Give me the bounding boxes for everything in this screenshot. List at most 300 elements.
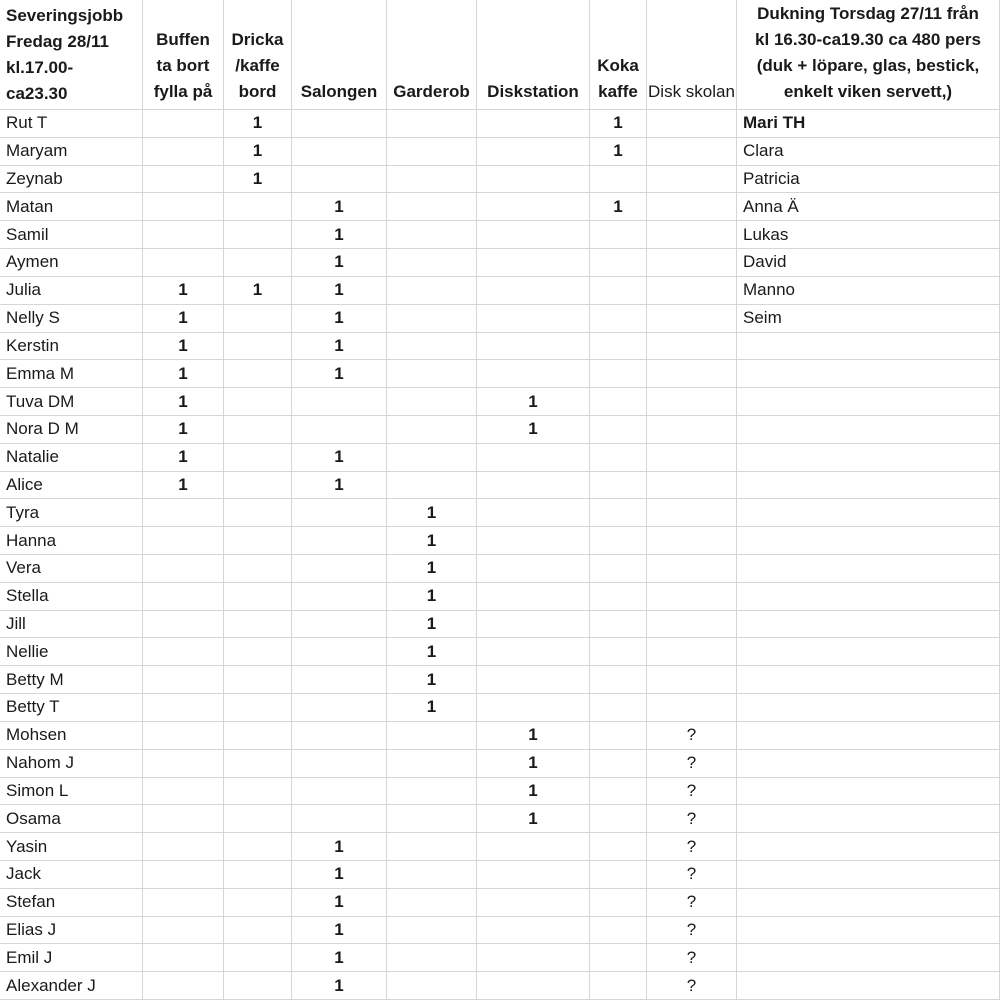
cell-diskstation[interactable] [477, 138, 590, 166]
cell-garderob[interactable] [387, 110, 477, 138]
cell-dricka[interactable] [224, 333, 292, 361]
cell-dukning[interactable]: Clara [737, 138, 1000, 166]
cell-dukning[interactable] [737, 638, 1000, 666]
cell-disk-skolan[interactable]: ? [647, 861, 737, 889]
cell-garderob[interactable] [387, 944, 477, 972]
cell-koka-kaffe[interactable] [590, 694, 647, 722]
cell-buffen[interactable] [143, 666, 224, 694]
cell-name[interactable]: Nelly S [0, 305, 143, 333]
cell-dukning[interactable] [737, 972, 1000, 1000]
cell-garderob[interactable]: 1 [387, 583, 477, 611]
header-col-diskstation[interactable]: Diskstation [477, 0, 590, 110]
cell-disk-skolan[interactable] [647, 555, 737, 583]
cell-diskstation[interactable] [477, 944, 590, 972]
cell-salongen[interactable] [292, 499, 387, 527]
cell-koka-kaffe[interactable] [590, 277, 647, 305]
cell-salongen[interactable]: 1 [292, 360, 387, 388]
cell-koka-kaffe[interactable] [590, 833, 647, 861]
cell-buffen[interactable]: 1 [143, 416, 224, 444]
cell-disk-skolan[interactable] [647, 694, 737, 722]
cell-dricka[interactable] [224, 694, 292, 722]
cell-disk-skolan[interactable] [647, 611, 737, 639]
cell-diskstation[interactable] [477, 277, 590, 305]
cell-salongen[interactable]: 1 [292, 944, 387, 972]
cell-buffen[interactable]: 1 [143, 360, 224, 388]
cell-salongen[interactable] [292, 722, 387, 750]
cell-name[interactable]: Emil J [0, 944, 143, 972]
cell-garderob[interactable]: 1 [387, 638, 477, 666]
cell-koka-kaffe[interactable] [590, 611, 647, 639]
cell-koka-kaffe[interactable]: 1 [590, 110, 647, 138]
header-col-dukning[interactable]: Dukning Torsdag 27/11 från kl 16.30-ca19.30 ca 480 pers (duk + löpare, glas, bestick, enkelt viken servett,) [737, 0, 1000, 110]
cell-name[interactable]: Elias J [0, 917, 143, 945]
cell-dricka[interactable] [224, 944, 292, 972]
cell-salongen[interactable]: 1 [292, 972, 387, 1000]
table-row [0, 138, 1000, 166]
cell-salongen[interactable]: 1 [292, 277, 387, 305]
cell-diskstation[interactable] [477, 861, 590, 889]
cell-disk-skolan[interactable] [647, 305, 737, 333]
cell-salongen[interactable]: 1 [292, 889, 387, 917]
cell-name[interactable]: Vera [0, 555, 143, 583]
cell-dukning[interactable] [737, 527, 1000, 555]
cell-salongen[interactable]: 1 [292, 444, 387, 472]
cell-disk-skolan[interactable]: ? [647, 833, 737, 861]
cell-dukning[interactable]: Lukas [737, 221, 1000, 249]
cell-garderob[interactable] [387, 722, 477, 750]
cell-buffen[interactable] [143, 583, 224, 611]
cell-name[interactable]: Samil [0, 221, 143, 249]
cell-diskstation[interactable] [477, 499, 590, 527]
cell-diskstation[interactable] [477, 305, 590, 333]
cell-name[interactable]: Jill [0, 611, 143, 639]
cell-diskstation[interactable] [477, 889, 590, 917]
cell-garderob[interactable] [387, 805, 477, 833]
cell-dukning[interactable] [737, 833, 1000, 861]
cell-dukning[interactable]: Seim [737, 305, 1000, 333]
header-col-koka-kaffe[interactable]: Koka kaffe [590, 0, 647, 110]
cell-koka-kaffe[interactable] [590, 249, 647, 277]
cell-name[interactable]: Maryam [0, 138, 143, 166]
cell-dukning[interactable] [737, 416, 1000, 444]
cell-salongen[interactable] [292, 416, 387, 444]
cell-buffen[interactable] [143, 805, 224, 833]
cell-dukning[interactable]: Mari TH [737, 110, 1000, 138]
cell-dricka[interactable] [224, 611, 292, 639]
cell-dricka[interactable] [224, 778, 292, 806]
cell-diskstation[interactable] [477, 249, 590, 277]
cell-dricka[interactable] [224, 472, 292, 500]
cell-name[interactable]: Natalie [0, 444, 143, 472]
cell-garderob[interactable]: 1 [387, 499, 477, 527]
cell-garderob[interactable] [387, 750, 477, 778]
cell-garderob[interactable]: 1 [387, 666, 477, 694]
cell-disk-skolan[interactable]: ? [647, 889, 737, 917]
cell-dukning[interactable] [737, 805, 1000, 833]
cell-garderob[interactable] [387, 166, 477, 194]
header-shift-title[interactable]: Severingsjobb Fredag 28/11 kl.17.00- ca23.30 [0, 0, 143, 110]
cell-koka-kaffe[interactable] [590, 889, 647, 917]
cell-diskstation[interactable] [477, 638, 590, 666]
cell-dukning[interactable] [737, 360, 1000, 388]
cell-diskstation[interactable] [477, 360, 590, 388]
cell-name[interactable]: Tyra [0, 499, 143, 527]
cell-koka-kaffe[interactable] [590, 333, 647, 361]
cell-diskstation[interactable] [477, 555, 590, 583]
cell-dukning[interactable] [737, 944, 1000, 972]
cell-name[interactable]: Jack [0, 861, 143, 889]
cell-garderob[interactable] [387, 277, 477, 305]
cell-diskstation[interactable] [477, 694, 590, 722]
cell-koka-kaffe[interactable] [590, 416, 647, 444]
cell-garderob[interactable] [387, 444, 477, 472]
cell-name[interactable]: Zeynab [0, 166, 143, 194]
cell-dricka[interactable] [224, 193, 292, 221]
cell-disk-skolan[interactable] [647, 416, 737, 444]
cell-garderob[interactable] [387, 472, 477, 500]
cell-name[interactable]: Tuva DM [0, 388, 143, 416]
cell-garderob[interactable] [387, 249, 477, 277]
cell-disk-skolan[interactable] [647, 444, 737, 472]
cell-diskstation[interactable] [477, 583, 590, 611]
table-row [0, 833, 1000, 861]
cell-diskstation[interactable]: 1 [477, 388, 590, 416]
cell-dricka[interactable] [224, 527, 292, 555]
cell-buffen[interactable]: 1 [143, 388, 224, 416]
cell-disk-skolan[interactable] [647, 333, 737, 361]
cell-name[interactable]: Alexander J [0, 972, 143, 1000]
cell-name[interactable]: Emma M [0, 360, 143, 388]
header-col-salongen[interactable]: Salongen [292, 0, 387, 110]
header-col-buffen[interactable]: Buffen ta bort fylla på [143, 0, 224, 110]
cell-dukning[interactable] [737, 583, 1000, 611]
cell-salongen[interactable]: 1 [292, 305, 387, 333]
cell-dricka[interactable] [224, 833, 292, 861]
cell-disk-skolan[interactable] [647, 277, 737, 305]
cell-dukning[interactable] [737, 694, 1000, 722]
cell-buffen[interactable] [143, 611, 224, 639]
cell-disk-skolan[interactable] [647, 138, 737, 166]
cell-buffen[interactable] [143, 527, 224, 555]
cell-koka-kaffe[interactable] [590, 583, 647, 611]
cell-dricka[interactable] [224, 638, 292, 666]
cell-diskstation[interactable]: 1 [477, 722, 590, 750]
cell-disk-skolan[interactable]: ? [647, 805, 737, 833]
cell-koka-kaffe[interactable] [590, 555, 647, 583]
cell-koka-kaffe[interactable] [590, 861, 647, 889]
cell-dricka[interactable] [224, 360, 292, 388]
cell-dricka[interactable] [224, 666, 292, 694]
cell-salongen[interactable]: 1 [292, 249, 387, 277]
cell-diskstation[interactable] [477, 917, 590, 945]
cell-disk-skolan[interactable]: ? [647, 722, 737, 750]
cell-diskstation[interactable]: 1 [477, 416, 590, 444]
cell-garderob[interactable] [387, 305, 477, 333]
cell-dricka[interactable] [224, 861, 292, 889]
cell-disk-skolan[interactable]: ? [647, 944, 737, 972]
cell-salongen[interactable] [292, 694, 387, 722]
cell-garderob[interactable] [387, 333, 477, 361]
cell-dricka[interactable] [224, 388, 292, 416]
cell-salongen[interactable] [292, 527, 387, 555]
cell-koka-kaffe[interactable] [590, 972, 647, 1000]
cell-salongen[interactable]: 1 [292, 221, 387, 249]
cell-dricka[interactable] [224, 917, 292, 945]
cell-dricka[interactable] [224, 416, 292, 444]
cell-koka-kaffe[interactable] [590, 666, 647, 694]
cell-buffen[interactable] [143, 694, 224, 722]
cell-diskstation[interactable]: 1 [477, 750, 590, 778]
cell-name[interactable]: Mohsen [0, 722, 143, 750]
cell-disk-skolan[interactable] [647, 472, 737, 500]
cell-salongen[interactable]: 1 [292, 861, 387, 889]
cell-diskstation[interactable] [477, 193, 590, 221]
cell-salongen[interactable] [292, 666, 387, 694]
cell-buffen[interactable] [143, 110, 224, 138]
cell-salongen[interactable] [292, 388, 387, 416]
cell-diskstation[interactable] [477, 527, 590, 555]
cell-salongen[interactable] [292, 750, 387, 778]
cell-koka-kaffe[interactable]: 1 [590, 138, 647, 166]
cell-koka-kaffe[interactable] [590, 527, 647, 555]
cell-salongen[interactable]: 1 [292, 917, 387, 945]
cell-garderob[interactable] [387, 889, 477, 917]
cell-name[interactable]: Kerstin [0, 333, 143, 361]
cell-diskstation[interactable] [477, 972, 590, 1000]
cell-dricka[interactable] [224, 972, 292, 1000]
cell-garderob[interactable] [387, 917, 477, 945]
cell-salongen[interactable] [292, 166, 387, 194]
cell-salongen[interactable] [292, 611, 387, 639]
cell-disk-skolan[interactable] [647, 499, 737, 527]
cell-buffen[interactable] [143, 138, 224, 166]
cell-name[interactable]: Aymen [0, 249, 143, 277]
cell-salongen[interactable]: 1 [292, 333, 387, 361]
cell-disk-skolan[interactable]: ? [647, 972, 737, 1000]
cell-diskstation[interactable] [477, 221, 590, 249]
cell-dukning[interactable] [737, 917, 1000, 945]
cell-disk-skolan[interactable] [647, 666, 737, 694]
cell-buffen[interactable] [143, 944, 224, 972]
cell-diskstation[interactable] [477, 444, 590, 472]
cell-disk-skolan[interactable]: ? [647, 750, 737, 778]
cell-name[interactable]: Matan [0, 193, 143, 221]
cell-buffen[interactable] [143, 221, 224, 249]
cell-name[interactable]: Nahom J [0, 750, 143, 778]
cell-disk-skolan[interactable] [647, 221, 737, 249]
cell-dricka[interactable]: 1 [224, 277, 292, 305]
cell-buffen[interactable]: 1 [143, 305, 224, 333]
cell-dricka[interactable]: 1 [224, 110, 292, 138]
cell-garderob[interactable] [387, 360, 477, 388]
cell-koka-kaffe[interactable] [590, 472, 647, 500]
cell-dukning[interactable] [737, 555, 1000, 583]
cell-garderob[interactable] [387, 778, 477, 806]
cell-disk-skolan[interactable] [647, 388, 737, 416]
cell-dukning[interactable]: Manno [737, 277, 1000, 305]
cell-name[interactable]: Nellie [0, 638, 143, 666]
cell-name[interactable]: Simon L [0, 778, 143, 806]
cell-dukning[interactable] [737, 444, 1000, 472]
cell-buffen[interactable]: 1 [143, 472, 224, 500]
cell-dukning[interactable] [737, 611, 1000, 639]
cell-garderob[interactable] [387, 416, 477, 444]
cell-dricka[interactable] [224, 444, 292, 472]
cell-dricka[interactable] [224, 750, 292, 778]
cell-buffen[interactable] [143, 917, 224, 945]
cell-dricka[interactable] [224, 249, 292, 277]
cell-garderob[interactable] [387, 388, 477, 416]
cell-dricka[interactable] [224, 305, 292, 333]
cell-garderob[interactable]: 1 [387, 555, 477, 583]
cell-name[interactable]: Osama [0, 805, 143, 833]
cell-garderob[interactable] [387, 833, 477, 861]
cell-garderob[interactable]: 1 [387, 527, 477, 555]
cell-diskstation[interactable]: 1 [477, 805, 590, 833]
cell-salongen[interactable] [292, 583, 387, 611]
cell-buffen[interactable] [143, 833, 224, 861]
cell-koka-kaffe[interactable] [590, 221, 647, 249]
cell-buffen[interactable]: 1 [143, 444, 224, 472]
cell-salongen[interactable] [292, 778, 387, 806]
cell-koka-kaffe[interactable] [590, 305, 647, 333]
cell-diskstation[interactable] [477, 166, 590, 194]
header-col-disk-skolan[interactable] [647, 0, 737, 110]
cell-diskstation[interactable]: 1 [477, 778, 590, 806]
cell-disk-skolan[interactable] [647, 638, 737, 666]
cell-salongen[interactable] [292, 138, 387, 166]
cell-dukning[interactable] [737, 861, 1000, 889]
cell-dricka[interactable] [224, 555, 292, 583]
cell-diskstation[interactable] [477, 333, 590, 361]
cell-koka-kaffe[interactable] [590, 778, 647, 806]
cell-koka-kaffe[interactable] [590, 944, 647, 972]
cell-disk-skolan[interactable] [647, 166, 737, 194]
cell-disk-skolan[interactable] [647, 249, 737, 277]
cell-koka-kaffe[interactable] [590, 750, 647, 778]
cell-name[interactable]: Hanna [0, 527, 143, 555]
cell-buffen[interactable] [143, 750, 224, 778]
cell-buffen[interactable] [143, 555, 224, 583]
cell-dricka[interactable] [224, 722, 292, 750]
cell-koka-kaffe[interactable] [590, 444, 647, 472]
cell-buffen[interactable] [143, 722, 224, 750]
cell-salongen[interactable]: 1 [292, 193, 387, 221]
cell-buffen[interactable] [143, 889, 224, 917]
cell-dricka[interactable]: 1 [224, 138, 292, 166]
cell-name[interactable]: Alice [0, 472, 143, 500]
cell-buffen[interactable]: 1 [143, 333, 224, 361]
cell-garderob[interactable]: 1 [387, 611, 477, 639]
cell-diskstation[interactable] [477, 611, 590, 639]
cell-koka-kaffe[interactable] [590, 917, 647, 945]
cell-dricka[interactable] [224, 221, 292, 249]
cell-name[interactable]: Rut T [0, 110, 143, 138]
cell-dukning[interactable]: David [737, 249, 1000, 277]
cell-name[interactable]: Yasin [0, 833, 143, 861]
cell-disk-skolan[interactable]: ? [647, 917, 737, 945]
cell-garderob[interactable] [387, 221, 477, 249]
table-row [0, 277, 1000, 305]
cell-dricka[interactable]: 1 [224, 166, 292, 194]
cell-dukning[interactable] [737, 472, 1000, 500]
cell-buffen[interactable] [143, 193, 224, 221]
cell-koka-kaffe[interactable] [590, 638, 647, 666]
cell-disk-skolan[interactable]: ? [647, 778, 737, 806]
cell-dukning[interactable] [737, 722, 1000, 750]
cell-garderob[interactable] [387, 138, 477, 166]
cell-dukning[interactable]: Patricia [737, 166, 1000, 194]
cell-garderob[interactable] [387, 972, 477, 1000]
cell-buffen[interactable]: 1 [143, 277, 224, 305]
cell-garderob[interactable] [387, 193, 477, 221]
cell-koka-kaffe[interactable] [590, 388, 647, 416]
cell-koka-kaffe[interactable] [590, 166, 647, 194]
cell-buffen[interactable] [143, 778, 224, 806]
cell-dukning[interactable] [737, 499, 1000, 527]
cell-salongen[interactable]: 1 [292, 472, 387, 500]
cell-garderob[interactable]: 1 [387, 694, 477, 722]
cell-disk-skolan[interactable] [647, 527, 737, 555]
cell-salongen[interactable] [292, 805, 387, 833]
cell-name[interactable]: Nora D M [0, 416, 143, 444]
cell-name[interactable]: Betty M [0, 666, 143, 694]
cell-salongen[interactable] [292, 555, 387, 583]
cell-diskstation[interactable] [477, 833, 590, 861]
cell-buffen[interactable] [143, 861, 224, 889]
cell-koka-kaffe[interactable] [590, 722, 647, 750]
cell-disk-skolan[interactable] [647, 583, 737, 611]
cell-disk-skolan[interactable] [647, 193, 737, 221]
cell-dukning[interactable] [737, 333, 1000, 361]
cell-buffen[interactable] [143, 972, 224, 1000]
cell-dukning[interactable] [737, 778, 1000, 806]
cell-dukning[interactable] [737, 889, 1000, 917]
cell-dukning[interactable] [737, 666, 1000, 694]
cell-salongen[interactable] [292, 110, 387, 138]
cell-dricka[interactable] [224, 889, 292, 917]
cell-diskstation[interactable] [477, 666, 590, 694]
cell-name[interactable]: Stella [0, 583, 143, 611]
cell-salongen[interactable] [292, 638, 387, 666]
cell-salongen[interactable]: 1 [292, 833, 387, 861]
cell-buffen[interactable] [143, 166, 224, 194]
cell-garderob[interactable] [387, 861, 477, 889]
cell-koka-kaffe[interactable] [590, 805, 647, 833]
cell-buffen[interactable] [143, 249, 224, 277]
cell-koka-kaffe[interactable] [590, 360, 647, 388]
cell-dukning[interactable] [737, 750, 1000, 778]
cell-name[interactable]: Stefan [0, 889, 143, 917]
cell-diskstation[interactable] [477, 110, 590, 138]
cell-buffen[interactable] [143, 638, 224, 666]
cell-koka-kaffe[interactable] [590, 499, 647, 527]
cell-disk-skolan[interactable] [647, 360, 737, 388]
cell-diskstation[interactable] [477, 472, 590, 500]
cell-name[interactable]: Betty T [0, 694, 143, 722]
header-col-garderob[interactable]: Garderob [387, 0, 477, 110]
cell-dricka[interactable] [224, 583, 292, 611]
cell-dukning[interactable] [737, 388, 1000, 416]
cell-name[interactable]: Julia [0, 277, 143, 305]
cell-koka-kaffe[interactable]: 1 [590, 193, 647, 221]
cell-dricka[interactable] [224, 805, 292, 833]
header-col-dricka-kaffe-bord[interactable]: Dricka /kaffe bord [224, 0, 292, 110]
cell-dukning[interactable]: Anna Ä [737, 193, 1000, 221]
cell-buffen[interactable] [143, 499, 224, 527]
cell-dricka[interactable] [224, 499, 292, 527]
cell-disk-skolan[interactable] [647, 110, 737, 138]
